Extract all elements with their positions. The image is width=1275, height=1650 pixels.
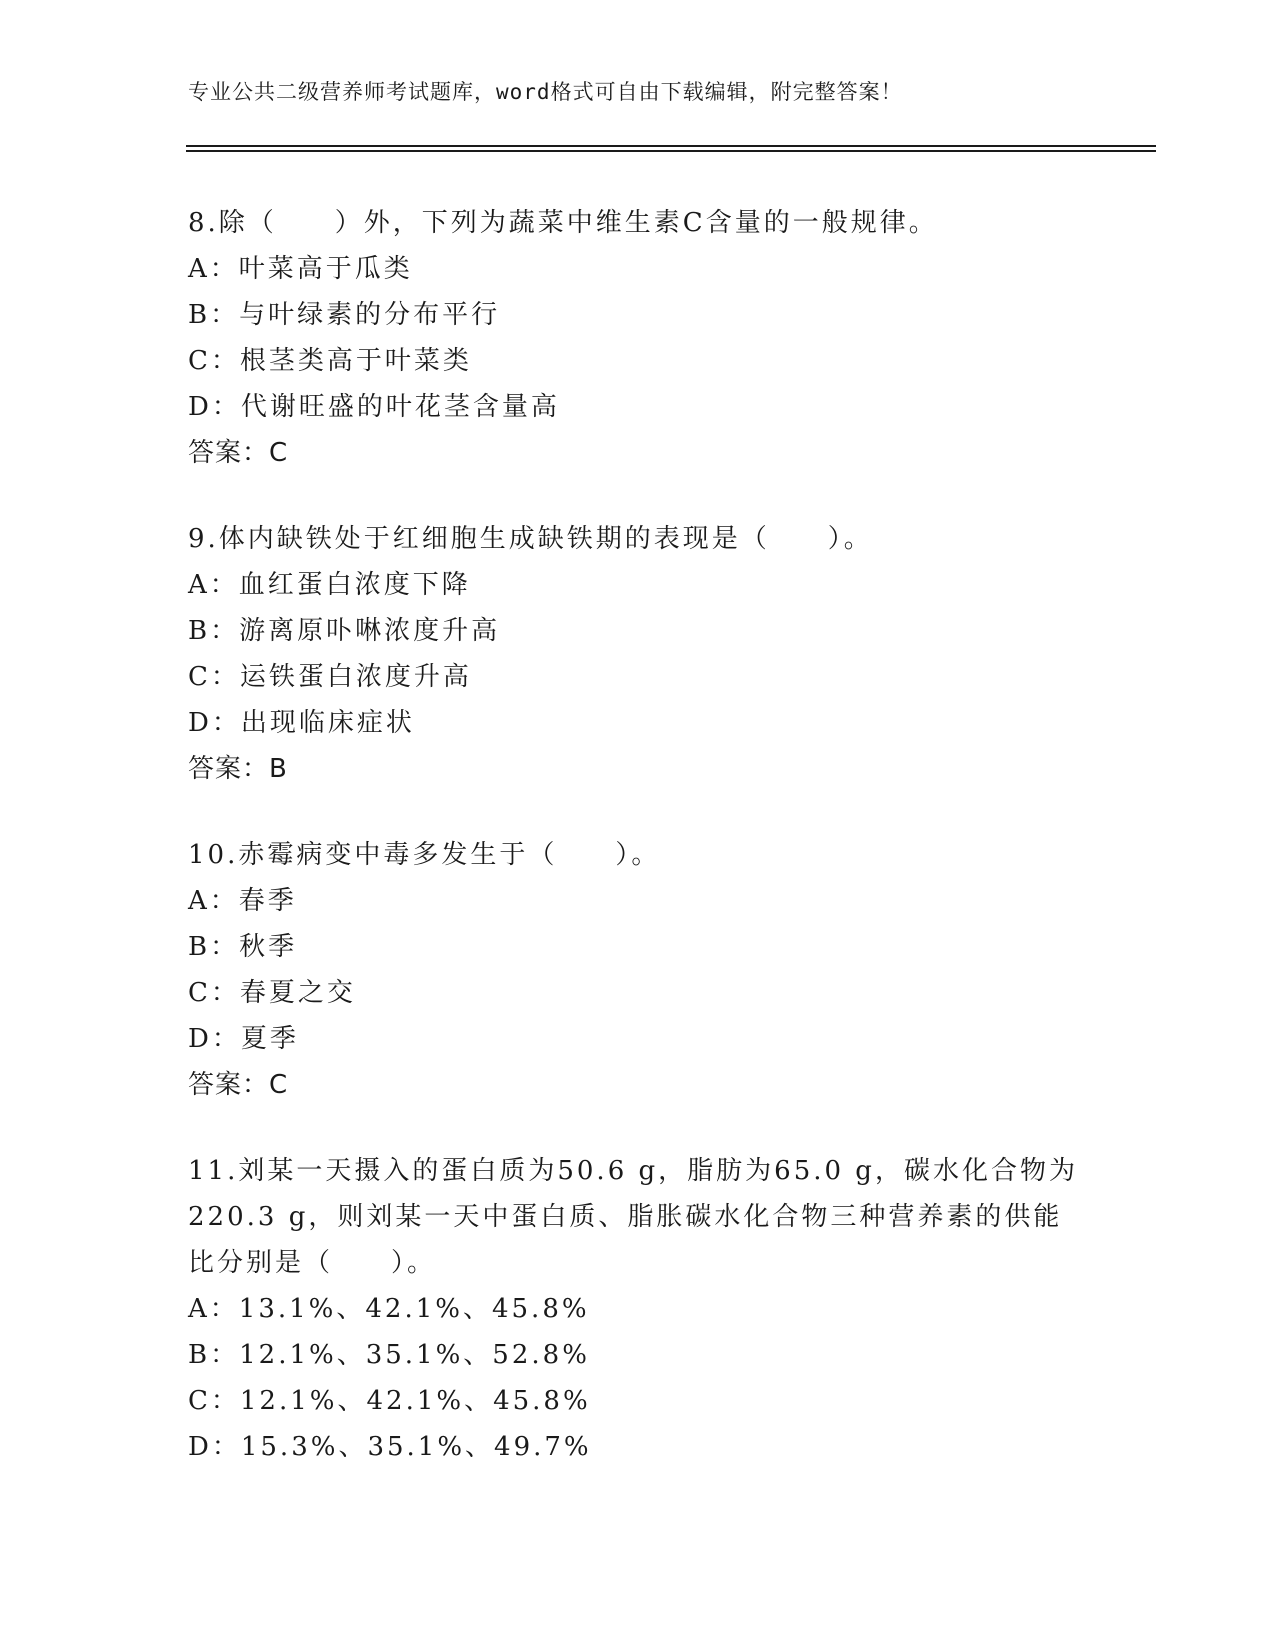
- question-list: [188, 200, 1088, 1510]
- option-a: A：血红蛋白浓度下降: [188, 570, 471, 600]
- option-b: B：12.1%、35.1%、52.8%: [188, 1340, 590, 1370]
- question-stem: 9.体内缺铁处于红细胞生成缺铁期的表现是（ ）。: [188, 524, 873, 554]
- question-8: [188, 200, 1088, 476]
- question-stem: 10.赤霉病变中毒多发生于（ ）。: [188, 840, 661, 870]
- question-11: [188, 1148, 1088, 1470]
- question-10: [188, 832, 1088, 1108]
- option-d: D：代谢旺盛的叶花茎含量高: [188, 392, 560, 422]
- option-b: B：游离原卟啉浓度升高: [188, 616, 501, 646]
- header-rule-bottom: [186, 150, 1156, 152]
- answer: 答案：B: [188, 754, 288, 784]
- option-c: C：根茎类高于叶菜类: [188, 346, 472, 376]
- page-header: 专业公共二级营养师考试题库，word格式可自由下载编辑，附完整答案！: [188, 80, 903, 104]
- option-a: A：叶菜高于瓜类: [188, 254, 413, 284]
- option-c: C：春夏之交: [188, 978, 356, 1008]
- option-d: D：15.3%、35.1%、49.7%: [188, 1432, 592, 1462]
- option-d: D：夏季: [188, 1024, 299, 1054]
- option-a: A：春季: [188, 886, 297, 916]
- header-rule-top: [186, 145, 1156, 147]
- answer: 答案：C: [188, 1070, 289, 1100]
- option-b: B：与叶绿素的分布平行: [188, 300, 501, 330]
- question-stem: 11.刘某一天摄入的蛋白质为50.6 g，脂肪为65.0 g，碳水化合物为220.3 g，则刘某一天中蛋白质、脂胀碳水化合物三种营养素的供能比分别是（ ）。: [188, 1156, 1078, 1278]
- question-stem: 8.除（ ）外，下列为蔬菜中维生素C含量的一般规律。: [188, 208, 938, 238]
- option-c: C：运铁蛋白浓度升高: [188, 662, 472, 692]
- option-c: C：12.1%、42.1%、45.8%: [188, 1386, 591, 1416]
- option-b: B：秋季: [188, 932, 298, 962]
- option-a: A：13.1%、42.1%、45.8%: [188, 1294, 590, 1324]
- option-d: D：出现临床症状: [188, 708, 415, 738]
- answer: 答案：C: [188, 438, 289, 468]
- question-9: [188, 516, 1088, 792]
